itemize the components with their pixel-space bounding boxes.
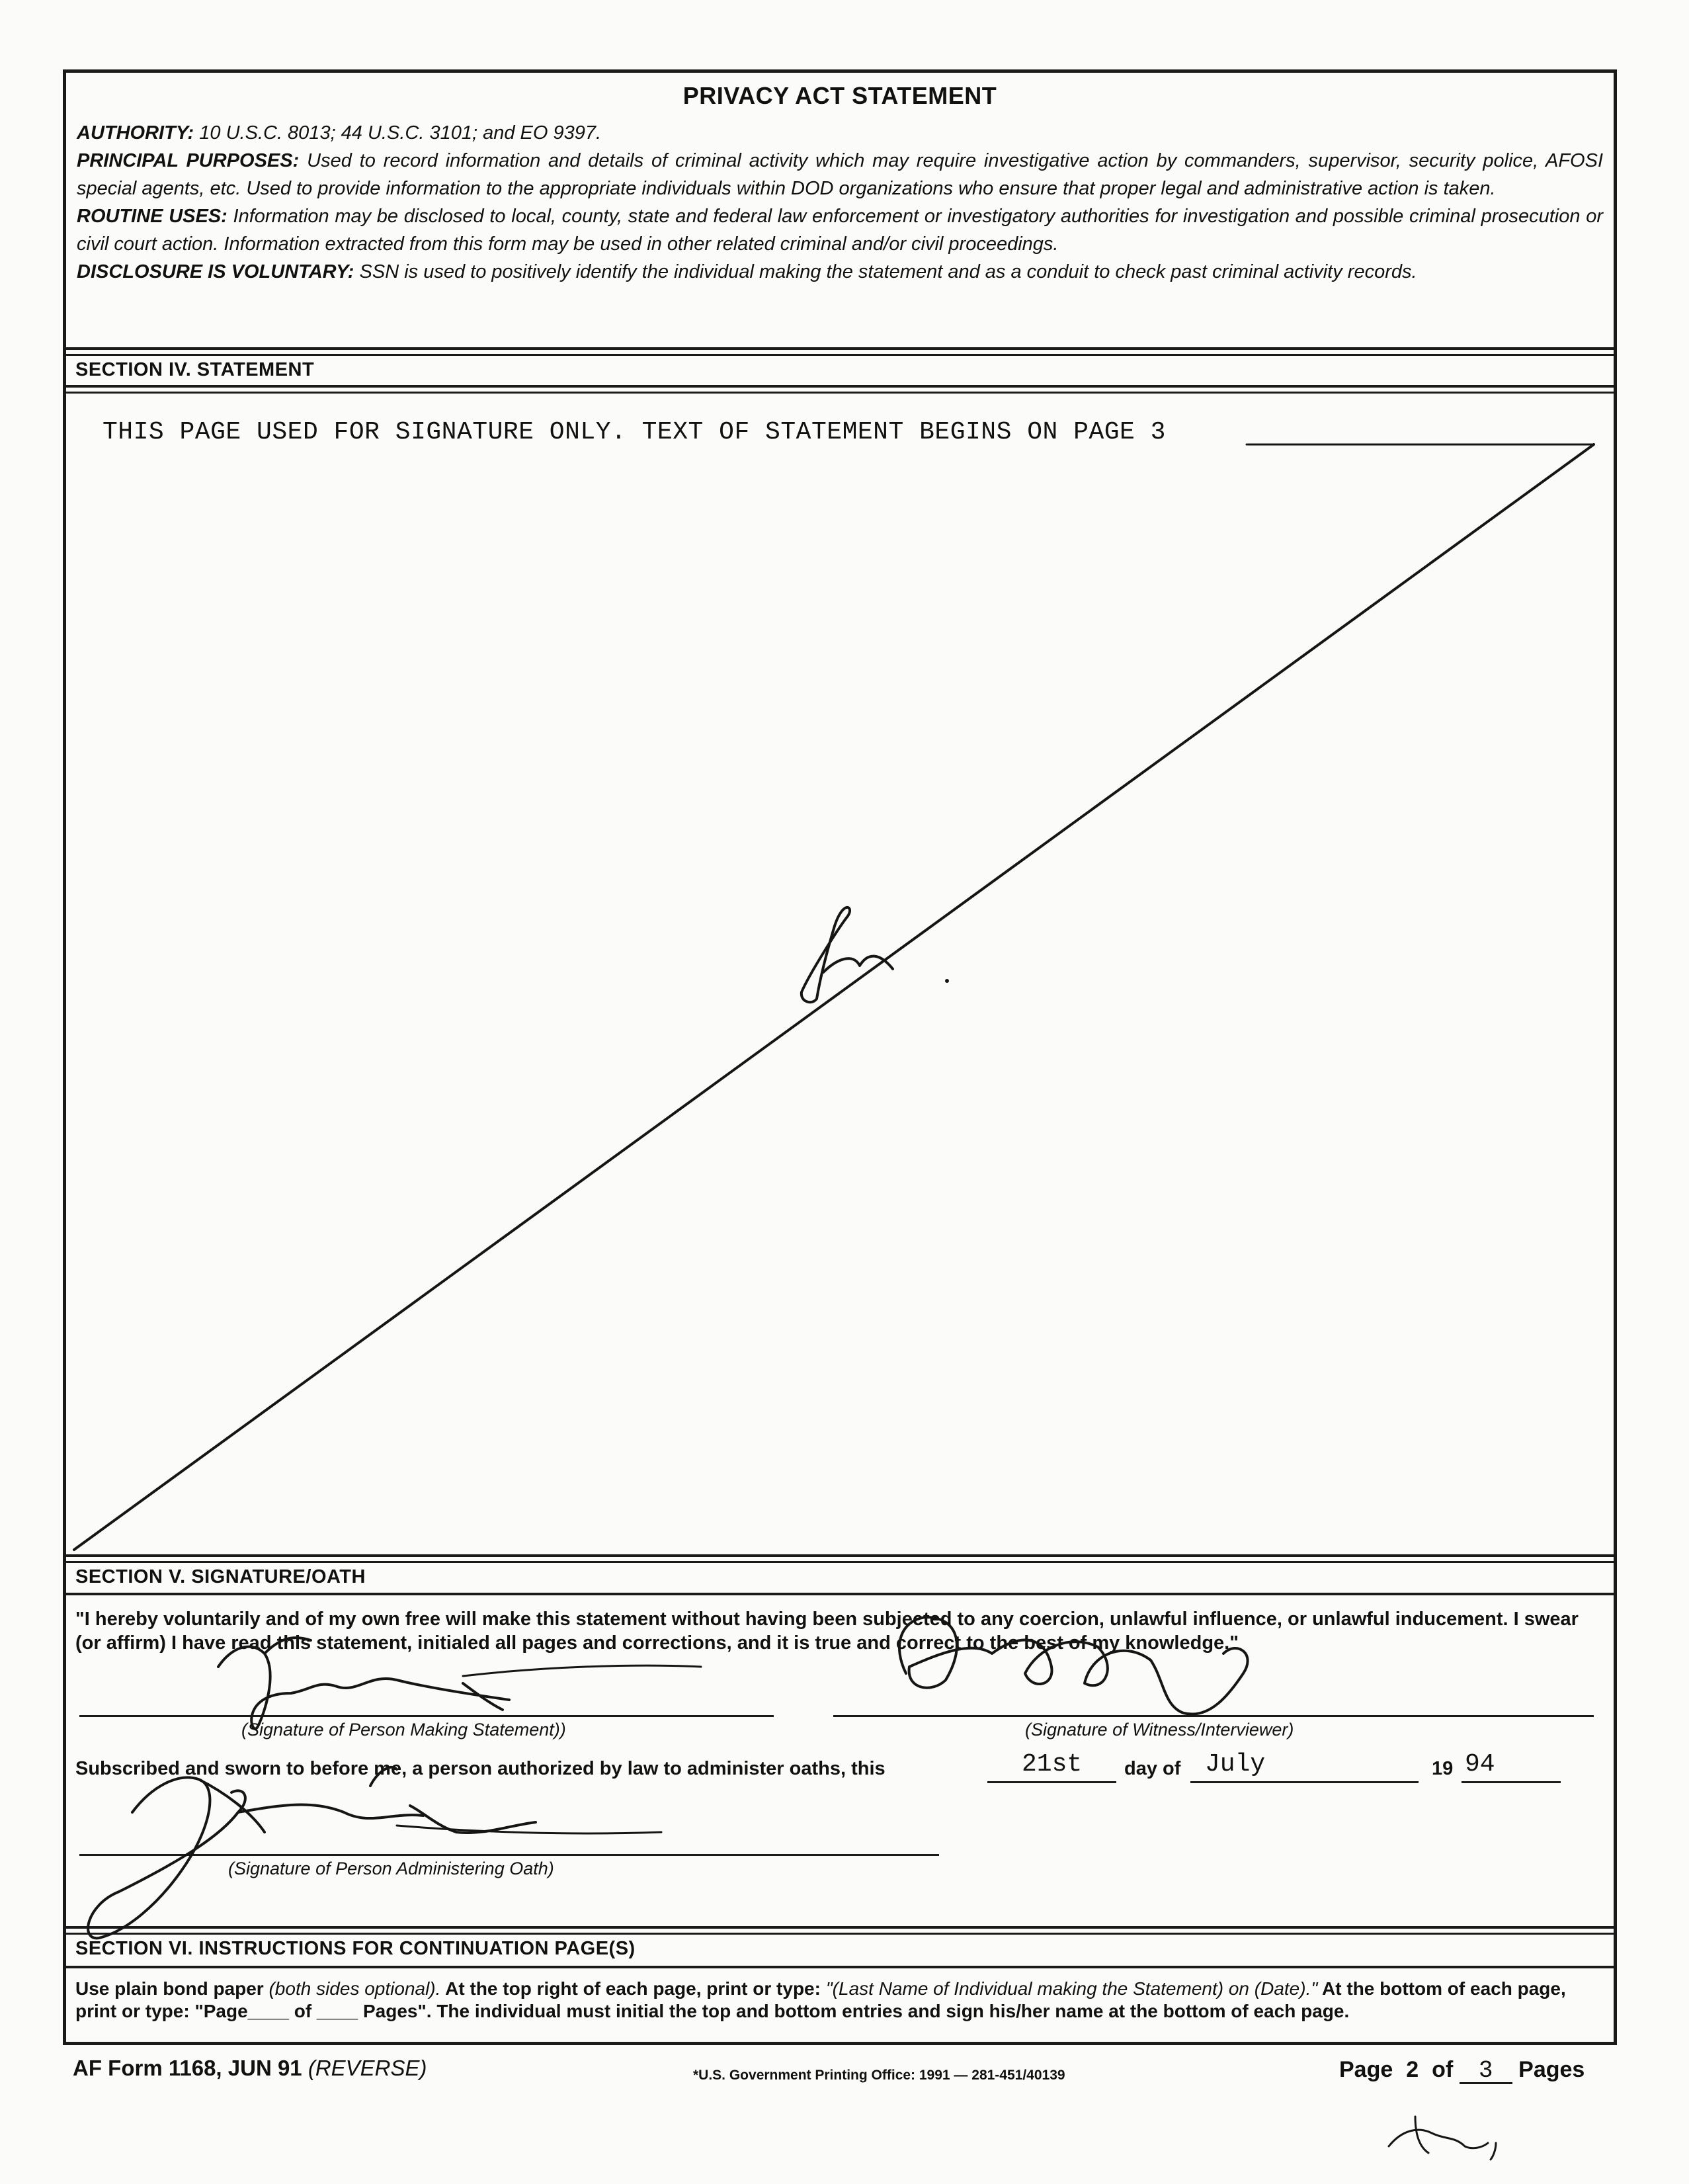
year-prefix: 19 <box>1432 1758 1454 1779</box>
signature-trail <box>463 1665 701 1676</box>
day-of-label: day of <box>1124 1758 1181 1779</box>
routine-uses-paragraph: ROUTINE USES: Information may be disclosed to local, county, state and federal law enforcement or investigatory authorities for investigation and possible criminal prosecution or civil court action. Information extracted from this form may be used in other related criminal and/or civil proceedings. <box>77 206 1603 255</box>
section-v-heading: SECTION V. SIGNATURE/OATH <box>75 1566 366 1587</box>
printing-office-note: *U.S. Government Printing Office: 1991 — 281-451/40139 <box>693 2068 1065 2083</box>
day-value: 21st <box>1022 1750 1083 1779</box>
signature-caption-administrator: (Signature of Person Administering Oath) <box>228 1859 554 1878</box>
page-number: Page 2 of 3 Pages <box>1339 2057 1585 2084</box>
signature-caption-witness: (Signature of Witness/Interviewer) <box>1025 1720 1294 1740</box>
administrator-signature-trail <box>397 1826 661 1833</box>
month-value: July <box>1205 1750 1266 1779</box>
continuation-instructions: Use plain bond paper (both sides optional). At the top right of each page, print or type: "(Last Name of Individual making the Statement) on (Date)." At the bottom of each page, print or type: "Page____ of ____ Pages". The individual must initial the top and bottom entries and sign his/her name at the bottom of each page. <box>75 1978 1566 2021</box>
page-total: 3 <box>1460 2060 1512 2084</box>
footer-initials <box>1389 2117 1496 2160</box>
signature-administering-oath <box>88 1767 536 1939</box>
statement-typed-text: THIS PAGE USED FOR SIGNATURE ONLY. TEXT OF STATEMENT BEGINS ON PAGE 3 <box>103 418 1166 446</box>
page-current: 2 <box>1406 2057 1419 2082</box>
year-value: 94 <box>1465 1750 1495 1779</box>
oath-text: "I hereby voluntarily and of my own free will make this statement without having been subjected to any coercion, unlawful influence, or unlawful inducement. I swear (or affirm) I have read this statement, initialed all pages and corrections, and it is true and correct to the best of my knowledge." <box>75 1609 1579 1654</box>
initials-dot <box>945 979 949 983</box>
sworn-statement: Subscribed and sworn to before me, a person authorized by law to administer oaths, this <box>75 1758 886 1779</box>
form-identifier: AF Form 1168, JUN 91 (REVERSE) <box>73 2056 427 2080</box>
signature-person-making-statement <box>218 1638 509 1729</box>
signature-caption-person: (Signature of Person Making Statement)) <box>241 1720 566 1740</box>
disclosure-paragraph: DISCLOSURE IS VOLUNTARY: SSN is used to positively identify the individual making the statement and as a conduit to check past criminal activity records. <box>77 261 1417 282</box>
section-vi-heading: SECTION VI. INSTRUCTIONS FOR CONTINUATION PAGE(S) <box>75 1938 636 1959</box>
privacy-act-title: PRIVACY ACT STATEMENT <box>682 82 997 109</box>
purposes-paragraph: PRINCIPAL PURPOSES: Used to record information and details of criminal activity which may require investigative action by commanders, supervisor, security police, AFOSI special agents, etc. Used to provide information to the appropriate individuals within DOD organizations who ensure that proper legal and administrative action is taken. <box>77 150 1603 199</box>
authority-paragraph: AUTHORITY: 10 U.S.C. 8013; 44 U.S.C. 3101; and EO 9397. <box>77 122 602 144</box>
signature-witness <box>899 1617 1248 1714</box>
section-iv-heading: SECTION IV. STATEMENT <box>75 359 315 380</box>
void-diagonal-line <box>74 444 1594 1550</box>
